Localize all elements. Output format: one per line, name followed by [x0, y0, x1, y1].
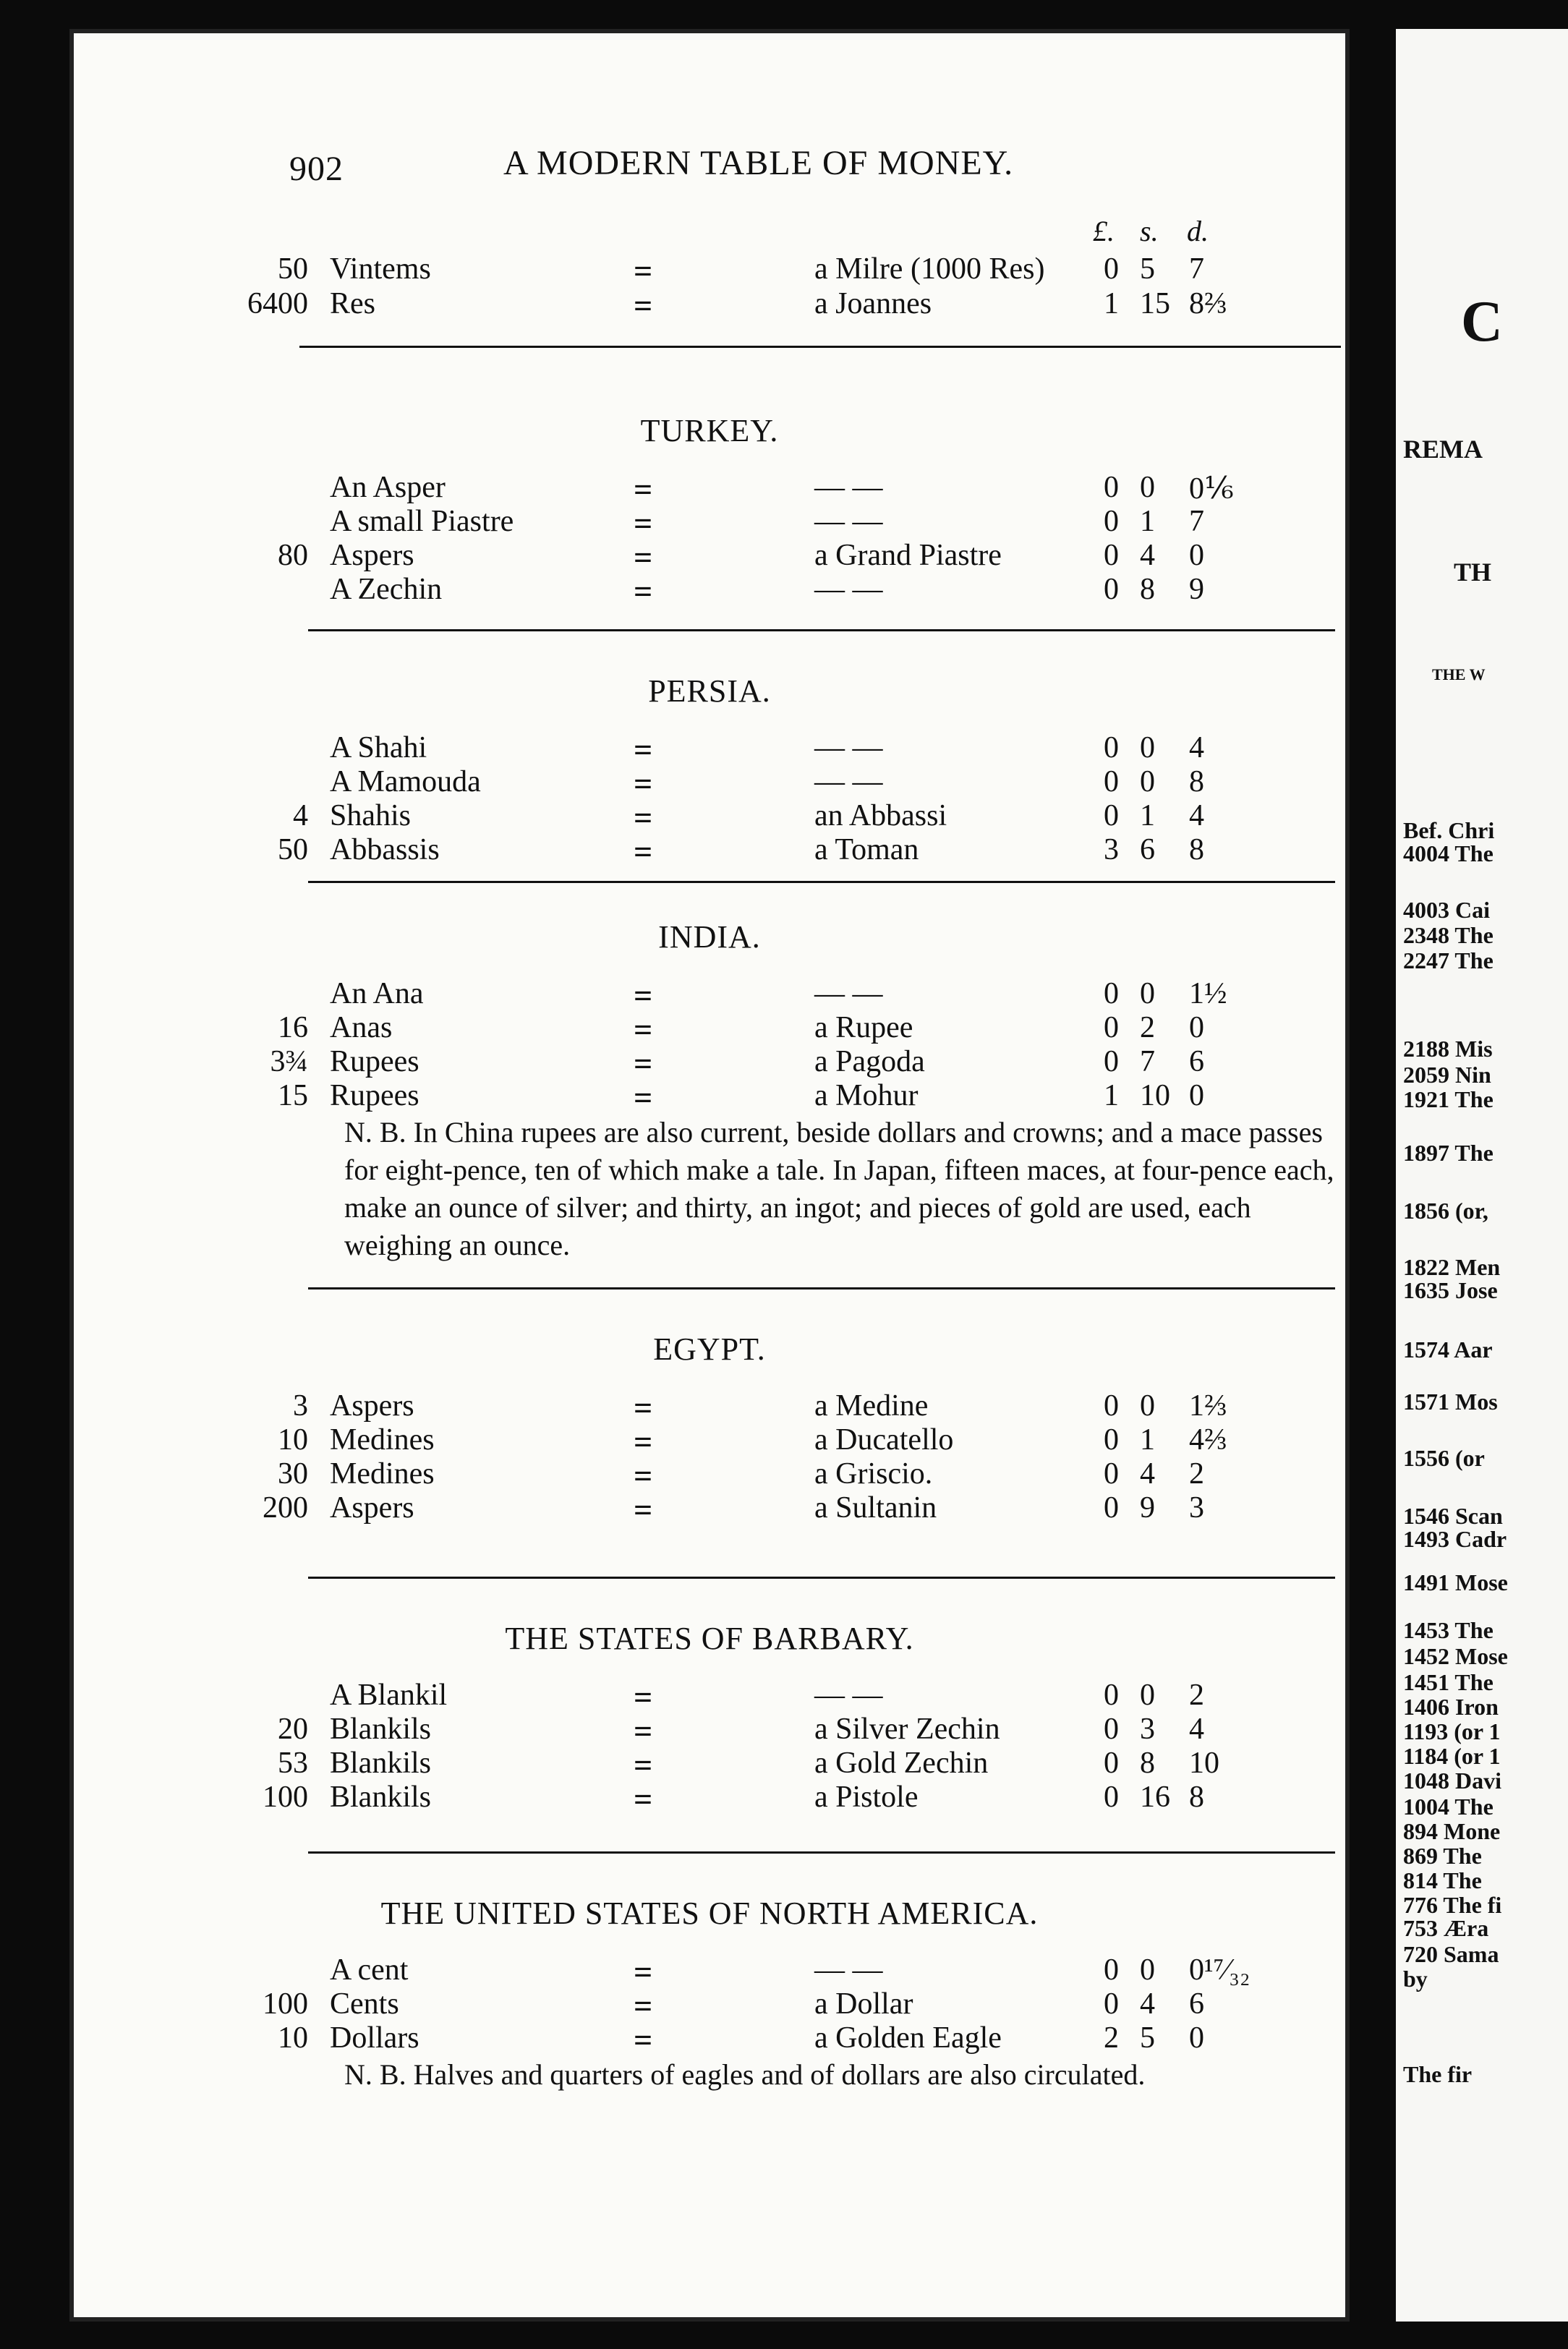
- chronology-entry: 1493 Cadr: [1403, 1526, 1507, 1552]
- row-equivalent: — —: [814, 471, 883, 504]
- row-unit: Dollars: [330, 2021, 419, 2055]
- table-row: [69, 1423, 1350, 1460]
- row-pounds: 0: [1104, 505, 1119, 538]
- section-heading: THE UNITED STATES OF NORTH AMERICA.: [380, 1896, 1039, 1931]
- table-row: [69, 1712, 1350, 1747]
- row-equals: =: [634, 1953, 652, 1990]
- row-equivalent: — —: [814, 765, 883, 798]
- row-pounds: 0: [1104, 573, 1119, 606]
- row-pence: 8: [1189, 1781, 1204, 1814]
- row-equivalent: a Mohur: [814, 1079, 919, 1112]
- section-divider: [308, 881, 1335, 883]
- row-pounds: 0: [1104, 799, 1119, 832]
- row-unit: Aspers: [330, 539, 414, 572]
- row-quantity: 200: [263, 1491, 308, 1525]
- row-quantity: 50: [278, 833, 308, 866]
- row-equivalent: a Golden Eagle: [814, 2021, 1002, 2055]
- row-pounds: 0: [1104, 1045, 1119, 1078]
- chronology-entry: 2348 The: [1403, 922, 1494, 948]
- row-equivalent: a Grand Piastre: [814, 539, 1002, 572]
- chronology-entry: 1452 Mose: [1403, 1643, 1508, 1669]
- chronology-entry: 1822 Men: [1403, 1254, 1501, 1280]
- section-divider: [308, 629, 1335, 631]
- row-equals: =: [634, 799, 652, 836]
- chronology-entry: 753 Æra: [1403, 1915, 1489, 1941]
- row-shillings: 0: [1140, 977, 1155, 1010]
- chronology-entry: 2059 Nin: [1403, 1062, 1491, 1088]
- chronology-entry: 1491 Mose: [1403, 1569, 1508, 1595]
- row-shillings: 10: [1140, 1079, 1170, 1112]
- row-unit: Anas: [330, 1011, 393, 1044]
- row-unit: Aspers: [330, 1491, 414, 1525]
- row-shillings: 4: [1140, 539, 1155, 572]
- row-pence: 7: [1189, 252, 1204, 286]
- row-unit: Vintems: [330, 252, 431, 286]
- row-pounds: 0: [1104, 765, 1119, 798]
- row-pence: 2: [1189, 1457, 1204, 1491]
- row-shillings: 8: [1140, 1747, 1155, 1780]
- chronology-entry: 894 Mone: [1403, 1818, 1501, 1844]
- row-quantity: 6400: [247, 287, 308, 320]
- chronology-entry: 1193 (or 1: [1403, 1718, 1501, 1744]
- section-divider: [299, 346, 1341, 348]
- row-pence: 2: [1189, 1679, 1204, 1712]
- row-quantity: 30: [278, 1457, 308, 1491]
- row-equals: =: [634, 1045, 652, 1082]
- row-unit: Cents: [330, 1987, 399, 2021]
- row-quantity: 15: [278, 1079, 308, 1112]
- table-row: [69, 1044, 1350, 1082]
- row-equivalent: a Medine: [814, 1389, 929, 1423]
- row-unit: Aspers: [330, 1389, 414, 1423]
- section-heading: INDIA.: [658, 919, 761, 955]
- table-row: [69, 1953, 1350, 1990]
- row-equivalent: a Sultanin: [814, 1491, 937, 1525]
- row-unit: Blankils: [330, 1781, 432, 1814]
- row-pounds: 1: [1104, 287, 1119, 320]
- row-quantity: 10: [278, 1423, 308, 1457]
- section-note: N. B. Halves and quarters of eagles and of dollars are also circulated.: [344, 2058, 1146, 2091]
- row-equivalent: a Pagoda: [814, 1045, 925, 1078]
- row-pence: 1½: [1189, 977, 1227, 1010]
- row-shillings: 8: [1140, 573, 1155, 606]
- row-equivalent: — —: [814, 1953, 883, 1987]
- row-equals: =: [634, 1491, 652, 1528]
- row-equivalent: a Gold Zechin: [814, 1747, 989, 1780]
- row-quantity: 53: [278, 1747, 308, 1780]
- row-pence: 0: [1189, 1011, 1204, 1044]
- chronology-entry: 1635 Jose: [1403, 1277, 1498, 1303]
- row-pounds: 3: [1104, 833, 1119, 866]
- row-unit: Abbassis: [330, 833, 440, 866]
- row-quantity: 20: [278, 1713, 308, 1746]
- section-divider: [308, 1851, 1335, 1854]
- row-equals: =: [634, 1747, 652, 1783]
- row-pence: 6: [1189, 1045, 1204, 1078]
- row-equals: =: [634, 505, 652, 542]
- chronology-entry: 1856 (or,: [1403, 1198, 1488, 1224]
- row-pence: 9: [1189, 573, 1204, 606]
- row-pounds: 0: [1104, 1987, 1119, 2021]
- row-equals: =: [634, 252, 652, 289]
- table-row: [69, 798, 1350, 836]
- row-equivalent: a Milre (1000 Res): [814, 252, 1045, 286]
- row-equivalent: a Griscio.: [814, 1457, 933, 1491]
- section-heading: EGYPT.: [653, 1331, 766, 1367]
- row-pence: 8: [1189, 765, 1204, 798]
- row-equivalent: a Toman: [814, 833, 919, 866]
- chronology-entry: 1453 The: [1403, 1617, 1494, 1643]
- row-equals: =: [634, 1987, 652, 2024]
- row-shillings: 0: [1140, 1389, 1155, 1423]
- row-equals: =: [634, 1079, 652, 1116]
- table-row: [69, 504, 1350, 542]
- row-pence: 4: [1189, 1713, 1204, 1746]
- row-equals: =: [634, 1011, 652, 1048]
- row-pence: 10: [1189, 1747, 1219, 1780]
- book-page-left: [69, 29, 1350, 2322]
- chronology-entry: The fir: [1403, 2061, 1473, 2087]
- section-heading: THE STATES OF BARBARY.: [505, 1621, 914, 1656]
- section-divider: [308, 1287, 1335, 1289]
- chronology-entry: 1451 The: [1403, 1669, 1494, 1695]
- row-equivalent: a Silver Zechin: [814, 1713, 1000, 1746]
- table-row: [69, 764, 1350, 802]
- row-equals: =: [634, 471, 652, 508]
- row-pounds: 0: [1104, 977, 1119, 1010]
- row-equals: =: [634, 539, 652, 576]
- row-unit: Res: [330, 287, 375, 320]
- chronology-entry: 1574 Aar: [1403, 1336, 1493, 1363]
- table-row: [69, 252, 1350, 289]
- row-equivalent: a Joannes: [814, 287, 932, 320]
- row-shillings: 5: [1140, 2021, 1155, 2055]
- row-pounds: 0: [1104, 1747, 1119, 1780]
- row-quantity: 3: [293, 1389, 308, 1423]
- row-unit: An Asper: [330, 471, 446, 504]
- table-row: [69, 1780, 1350, 1815]
- row-shillings: 9: [1140, 1491, 1155, 1525]
- row-equivalent: an Abbassi: [814, 799, 947, 832]
- row-quantity: 16: [278, 1011, 308, 1044]
- row-shillings: 2: [1140, 1011, 1155, 1044]
- row-pounds: 0: [1104, 1423, 1119, 1457]
- table-row: [69, 1078, 1350, 1116]
- row-equivalent: — —: [814, 505, 883, 538]
- table-row: [69, 976, 1350, 1014]
- row-shillings: 1: [1140, 799, 1155, 832]
- row-quantity: 3¾: [270, 1045, 308, 1078]
- row-equals: =: [634, 977, 652, 1014]
- chronology-entry: 1184 (or 1: [1403, 1743, 1501, 1769]
- section-divider: [308, 1577, 1335, 1579]
- row-equals: =: [634, 833, 652, 870]
- row-pence: 4: [1189, 799, 1204, 832]
- row-pounds: 0: [1104, 1679, 1119, 1712]
- row-equals: =: [634, 1423, 652, 1460]
- row-shillings: 7: [1140, 1045, 1155, 1078]
- row-pounds: 0: [1104, 471, 1119, 504]
- chronology-entry: 869 The: [1403, 1843, 1482, 1869]
- chronology-entry: 1048 Davi: [1403, 1768, 1501, 1794]
- table-row: [69, 1491, 1350, 1528]
- row-unit: Rupees: [330, 1045, 419, 1078]
- row-pounds: 0: [1104, 1011, 1119, 1044]
- row-equals: =: [634, 1781, 652, 1817]
- row-pence: 0⅙: [1189, 472, 1234, 506]
- chronology-entry: Bef. Chri: [1403, 817, 1495, 843]
- row-pounds: 0: [1104, 1457, 1119, 1491]
- row-unit: A cent: [330, 1953, 409, 1987]
- table-row: [69, 1389, 1350, 1426]
- row-pounds: 2: [1104, 2021, 1119, 2055]
- row-pence: 8: [1189, 833, 1204, 866]
- chronology-entry: 1546 Scan: [1403, 1503, 1503, 1529]
- right-thew: THE W: [1432, 665, 1486, 683]
- row-pounds: 0: [1104, 1713, 1119, 1746]
- table-row: [69, 1678, 1350, 1713]
- row-pounds: 0: [1104, 1491, 1119, 1525]
- row-pence: 4: [1189, 731, 1204, 764]
- row-unit: Blankils: [330, 1747, 432, 1780]
- row-shillings: 3: [1140, 1713, 1155, 1746]
- row-unit: A Shahi: [330, 731, 427, 764]
- chronology-entry: 4003 Cai: [1403, 897, 1490, 923]
- section-heading: TURKEY.: [640, 413, 779, 448]
- row-pounds: 0: [1104, 252, 1119, 286]
- row-quantity: 10: [278, 2021, 308, 2055]
- row-shillings: 4: [1140, 1457, 1155, 1491]
- row-pence: 6: [1189, 1987, 1204, 2021]
- table-row: [69, 2021, 1350, 2058]
- right-heading-letter: C: [1461, 290, 1503, 354]
- chronology-entry: 1897 The: [1403, 1140, 1494, 1166]
- row-equivalent: — —: [814, 731, 883, 764]
- row-unit: Blankils: [330, 1713, 432, 1746]
- chronology-entry: 1004 The: [1403, 1794, 1494, 1820]
- row-equals: =: [634, 1389, 652, 1426]
- chronology-entry: by: [1403, 1966, 1428, 1992]
- chronology-entry: 4004 The: [1403, 840, 1494, 866]
- row-shillings: 1: [1140, 1423, 1155, 1457]
- row-quantity: 80: [278, 539, 308, 572]
- row-equals: =: [634, 287, 652, 324]
- row-shillings: 15: [1140, 287, 1170, 320]
- row-equivalent: — —: [814, 573, 883, 606]
- row-shillings: 0: [1140, 731, 1155, 764]
- chronology-entry: 2247 The: [1403, 947, 1494, 973]
- row-pounds: 1: [1104, 1079, 1119, 1112]
- row-shillings: 0: [1140, 471, 1155, 504]
- row-pounds: 0: [1104, 731, 1119, 764]
- row-unit: A Mamouda: [330, 765, 481, 798]
- row-pence: 1⅔: [1189, 1389, 1227, 1423]
- row-quantity: 100: [263, 1987, 308, 2021]
- book-page-right: [1396, 29, 1568, 2322]
- row-shillings: 16: [1140, 1781, 1170, 1814]
- chronology-entry: 814 The: [1403, 1867, 1482, 1893]
- row-equals: =: [634, 765, 652, 802]
- row-pence: 8⅔: [1189, 287, 1227, 320]
- row-unit: Medines: [330, 1423, 435, 1457]
- row-equivalent: a Rupee: [814, 1011, 913, 1044]
- table-row: [69, 470, 1350, 508]
- section-heading: PERSIA.: [648, 673, 771, 709]
- row-unit: Medines: [330, 1457, 435, 1491]
- table-row: [69, 730, 1350, 768]
- row-equals: =: [634, 1457, 652, 1494]
- row-quantity: 100: [263, 1781, 308, 1814]
- row-equals: =: [634, 1679, 652, 1715]
- section-note: N. B. In China rupees are also current, beside dollars and crowns; and a mace passes for eight-pence, ten of which make a tale. In Japan, fifteen maces, at four-pence each, make an ounce of silver; and thirty, an ingot; and pieces of gold are used, each weighing an ounce.: [344, 1116, 1334, 1261]
- row-equals: =: [634, 2021, 652, 2058]
- row-unit: A small Piastre: [330, 505, 514, 538]
- row-equivalent: — —: [814, 977, 883, 1010]
- col-pounds: £.: [1093, 215, 1115, 247]
- row-pounds: 0: [1104, 539, 1119, 572]
- row-pence: 0: [1189, 2021, 1204, 2055]
- row-equals: =: [634, 731, 652, 768]
- row-equivalent: a Ducatello: [814, 1423, 954, 1457]
- row-equivalent: a Pistole: [814, 1781, 919, 1814]
- chronology-entry: 776 The fi: [1403, 1892, 1502, 1918]
- row-pence: 0: [1189, 539, 1204, 572]
- row-unit: A Blankil: [330, 1679, 448, 1712]
- table-row: [69, 538, 1350, 576]
- chronology-entry: 1571 Mos: [1403, 1389, 1498, 1415]
- row-unit: An Ana: [330, 977, 424, 1010]
- row-shillings: 0: [1140, 765, 1155, 798]
- right-th: TH: [1454, 558, 1492, 587]
- row-shillings: 0: [1140, 1953, 1155, 1987]
- table-row: [69, 1987, 1350, 2024]
- col-pence: d.: [1187, 215, 1209, 247]
- row-quantity: 4: [293, 799, 308, 832]
- page-number: 902: [289, 150, 344, 188]
- row-shillings: 6: [1140, 833, 1155, 866]
- row-shillings: 4: [1140, 1987, 1155, 2021]
- row-unit: Rupees: [330, 1079, 419, 1112]
- row-pounds: 0: [1104, 1389, 1119, 1423]
- table-row: [69, 1010, 1350, 1048]
- table-row: [69, 1457, 1350, 1494]
- chronology-entry: 2188 Mis: [1403, 1036, 1493, 1062]
- row-shillings: 0: [1140, 1679, 1155, 1712]
- right-rema: REMA: [1403, 435, 1483, 464]
- chronology-entry: 1921 The: [1403, 1086, 1494, 1112]
- table-row: [69, 832, 1350, 870]
- row-equivalent: — —: [814, 1679, 883, 1712]
- row-pounds: 0: [1104, 1781, 1119, 1814]
- row-unit: A Zechin: [330, 573, 443, 606]
- row-equals: =: [634, 573, 652, 610]
- row-quantity: 50: [278, 252, 308, 286]
- row-shillings: 1: [1140, 505, 1155, 538]
- row-equals: =: [634, 1713, 652, 1749]
- row-pence: 7: [1189, 505, 1204, 538]
- table-row: [69, 1746, 1350, 1781]
- chronology-entry: 720 Sama: [1403, 1941, 1499, 1967]
- col-shillings: s.: [1140, 215, 1159, 247]
- row-pence: 0¹⁷⁄₃₂: [1189, 1953, 1250, 1987]
- row-pence: 0: [1189, 1079, 1204, 1112]
- row-pence: 3: [1189, 1491, 1204, 1525]
- chronology-entry: 1556 (or: [1403, 1445, 1485, 1471]
- row-shillings: 5: [1140, 252, 1155, 286]
- chronology-entry: 1406 Iron: [1403, 1694, 1499, 1720]
- row-pounds: 0: [1104, 1953, 1119, 1987]
- page-title: A MODERN TABLE OF MONEY.: [503, 144, 1014, 182]
- row-equivalent: a Dollar: [814, 1987, 913, 2021]
- row-pence: 4⅔: [1189, 1423, 1227, 1457]
- table-row: [69, 572, 1350, 610]
- row-unit: Shahis: [330, 799, 412, 832]
- table-row: [69, 286, 1350, 324]
